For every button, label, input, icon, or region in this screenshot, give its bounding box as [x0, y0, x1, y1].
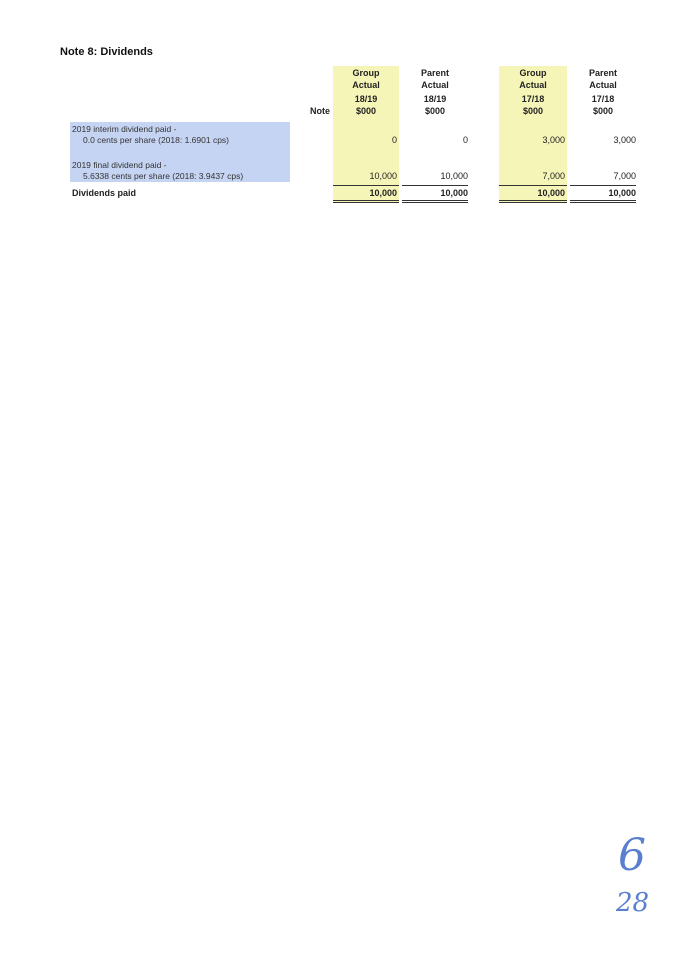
total-parent-1718: 10,000 [608, 188, 636, 198]
note-title: Note 8: Dividends [60, 46, 153, 58]
subtotal-rule-parent-1718 [570, 185, 636, 186]
header-line4: $000 [522, 106, 544, 116]
total-group-1718: 10,000 [537, 188, 565, 198]
header-line4: $000 [592, 106, 614, 116]
column-header-group-1819 [333, 67, 399, 117]
header-line4: $000 [355, 106, 377, 116]
total-parent-1819: 10,000 [440, 188, 468, 198]
row-interim-label-line1: 2019 interim dividend paid - [72, 124, 177, 134]
header-line2: Actual [519, 80, 547, 90]
row-final-label-line2: 5.6338 cents per share (2018: 3.9437 cps) [83, 171, 244, 181]
row-final-label-line1: 2019 final dividend paid - [72, 160, 167, 170]
row-final-group-1718: 7,000 [542, 171, 565, 181]
header-line1: Group [519, 68, 547, 78]
header-line3: 18/19 [423, 94, 447, 104]
total-group-1819: 10,000 [369, 188, 397, 198]
header-line1: Group [352, 68, 380, 78]
note-column-label: Note [310, 106, 330, 116]
row-final-group-1819: 10,000 [369, 171, 397, 181]
header-line2: Actual [352, 80, 380, 90]
total-underline-group-1819 [333, 200, 399, 203]
header-line4: $000 [424, 106, 446, 116]
row-interim-label-line2: 0.0 cents per share (2018: 1.6901 cps) [83, 135, 230, 145]
column-header-parent-1718 [570, 67, 636, 117]
header-line1: Parent [588, 68, 617, 78]
row-interim-group-1718: 3,000 [542, 135, 565, 145]
total-underline-group-1718 [499, 200, 567, 203]
handwritten-mark: 6 [618, 830, 646, 881]
total-underline-parent-1718 [570, 200, 636, 203]
row-interim-parent-1718: 3,000 [613, 135, 636, 145]
header-line3: 18/19 [354, 94, 378, 104]
row-final-parent-1718: 7,000 [613, 171, 636, 181]
row-final-parent-1819: 10,000 [440, 171, 468, 181]
header-line1: Parent [420, 68, 449, 78]
total-underline-parent-1819 [402, 200, 468, 203]
header-line2: Actual [589, 80, 617, 90]
column-header-parent-1819 [402, 67, 468, 117]
header-line3: 17/18 [521, 94, 545, 104]
subtotal-rule-group-1819 [333, 185, 399, 186]
handwritten-page-number: 28 [616, 888, 650, 918]
row-interim-parent-1819: 0 [462, 135, 468, 145]
row-interim-group-1819: 0 [391, 135, 397, 145]
subtotal-rule-group-1718 [499, 185, 567, 186]
header-line3: 17/18 [591, 94, 615, 104]
total-label: Dividends paid [72, 188, 137, 198]
column-header-group-1718 [499, 67, 567, 117]
header-line2: Actual [421, 80, 449, 90]
subtotal-rule-parent-1819 [402, 185, 468, 186]
